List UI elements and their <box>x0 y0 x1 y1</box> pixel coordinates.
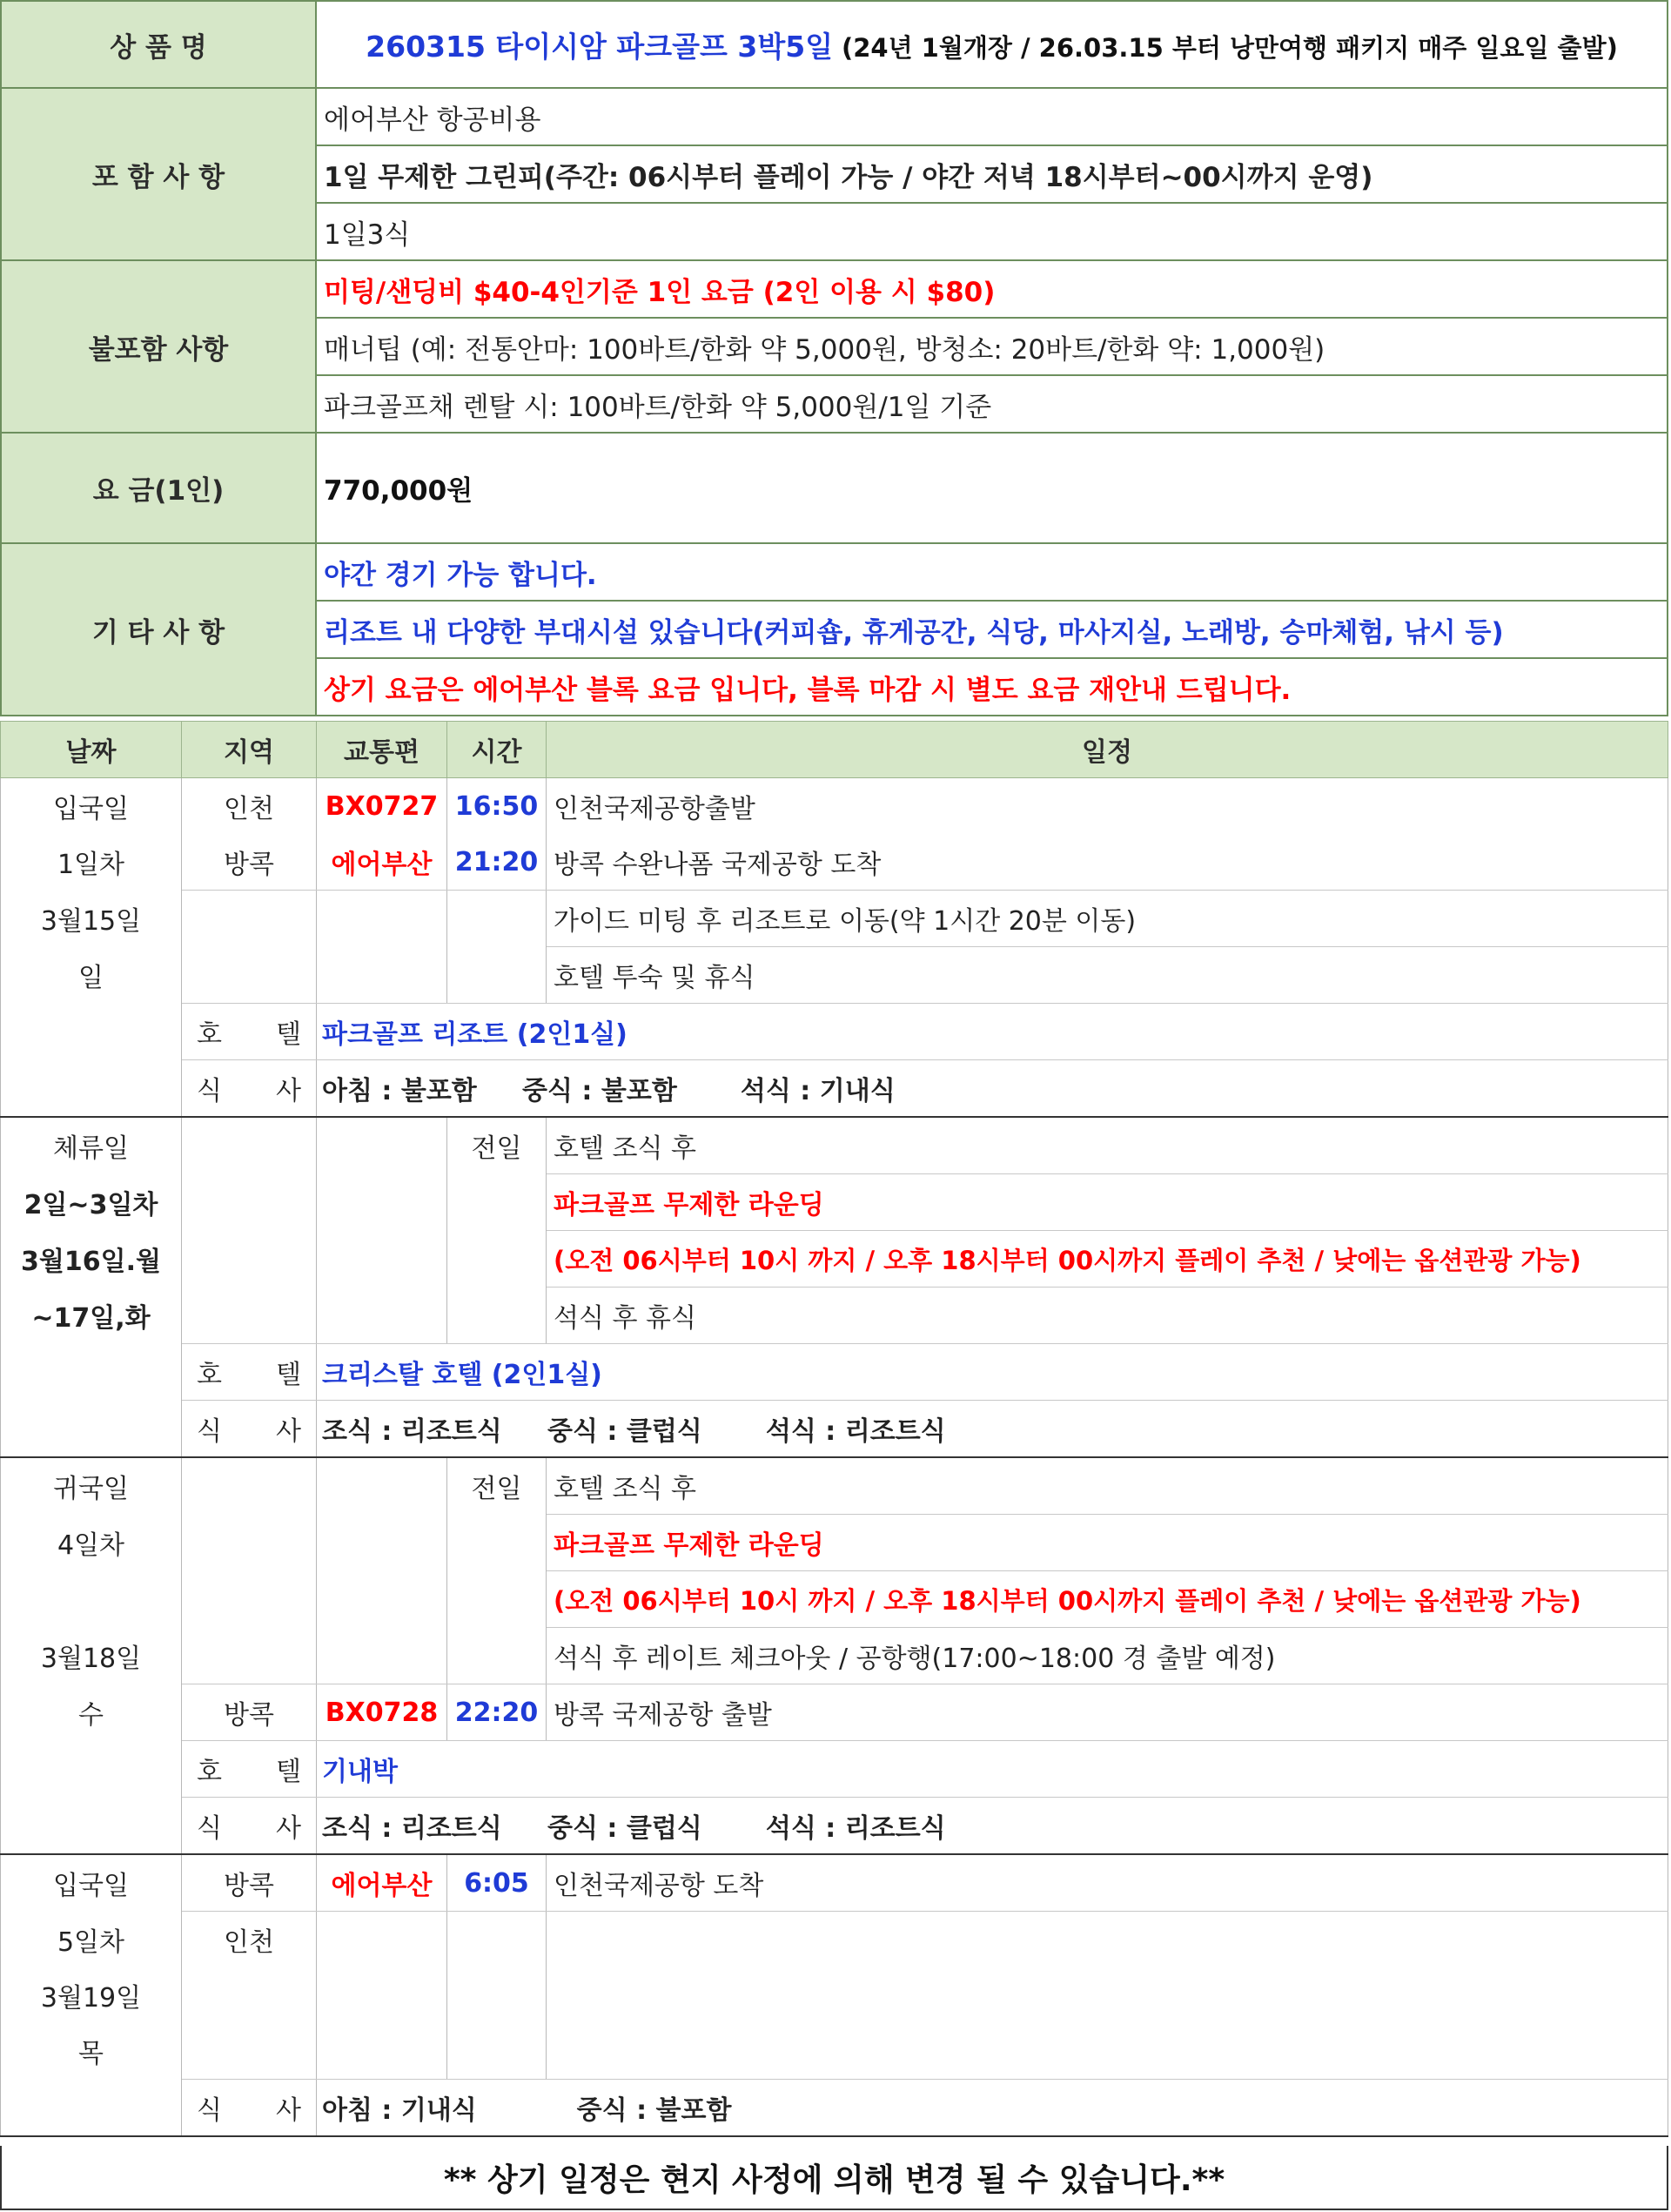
included-label: 포 함 사 항 <box>1 88 316 260</box>
meal-value: 아침 : 기내식 중식 : 불포함 <box>317 2080 1668 2137</box>
included-item: 1일 무제한 그린피(주간: 06시부터 플레이 가능 / 야간 저녁 18시부터~00시까지 운영) <box>316 145 1668 203</box>
meal-label: 식 사 <box>182 1798 317 1855</box>
region-cell <box>182 1231 317 1288</box>
time-cell <box>447 2023 547 2080</box>
hotel-label: 호 텔 <box>182 1741 317 1798</box>
region-cell <box>182 1457 317 1515</box>
header-plan: 일정 <box>547 722 1668 778</box>
date-cell <box>1 1344 182 1401</box>
meal-value: 조식 : 리조트식 중식 : 클럽식 석식 : 리조트식 <box>317 1401 1668 1458</box>
date-cell <box>1 1004 182 1060</box>
plan-cell: 방콕 수완나폼 국제공항 도착 <box>547 834 1668 891</box>
transport-cell <box>317 1515 447 1571</box>
transport-cell <box>317 1912 447 1968</box>
transport-cell <box>317 1231 447 1288</box>
plan-cell: 가이드 미팅 후 리조트로 이동(약 1시간 20분 이동) <box>547 891 1668 947</box>
meal-label: 식 사 <box>182 1401 317 1458</box>
region-cell <box>182 1515 317 1571</box>
time-cell <box>447 1515 547 1571</box>
plan-cell: 석식 후 레이트 체크아웃 / 공항행(17:00~18:00 경 출발 예정) <box>547 1628 1668 1684</box>
header-time: 시간 <box>447 722 547 778</box>
region-cell <box>182 947 317 1004</box>
region-cell <box>182 1967 317 2023</box>
transport-cell <box>317 1174 447 1231</box>
transport-cell <box>317 1571 447 1628</box>
plan-cell: (오전 06시부터 10시 까지 / 오후 18시부터 00시까지 플레이 추천 / 낮에는 옵션관광 가능) <box>547 1231 1668 1288</box>
transport-cell: BX0727 <box>317 778 447 835</box>
transport-cell: 에어부산 <box>317 1854 447 1912</box>
transport-cell <box>317 1628 447 1684</box>
transport-cell <box>317 1967 447 2023</box>
meal-label: 식 사 <box>182 1060 317 1118</box>
other-item: 야간 경기 가능 합니다. <box>316 543 1668 601</box>
region-cell <box>182 1628 317 1684</box>
date-cell: 3월16일.월 <box>1 1231 182 1288</box>
footer-notice: ** 상기 일정은 현지 사정에 의해 변경 될 수 있습니다.** <box>0 2146 1668 2210</box>
plan-cell: 파크골프 무제한 라운딩 <box>547 1515 1668 1571</box>
excluded-item: 매너팁 (예: 전통안마: 100바트/한화 약 5,000원, 방청소: 20바트/한화 약: 1,000원) <box>316 318 1668 375</box>
included-item: 에어부산 항공비용 <box>316 88 1668 145</box>
plan-cell <box>547 2023 1668 2080</box>
transport-cell: 에어부산 <box>317 834 447 891</box>
region-cell: 인천 <box>182 778 317 835</box>
transport-cell <box>317 947 447 1004</box>
region-cell: 방콕 <box>182 834 317 891</box>
hotel-value: 파크골프 리조트 (2인1실) <box>317 1004 1668 1060</box>
excluded-item: 파크골프채 렌탈 시: 100바트/한화 약 5,000원/1일 기준 <box>316 375 1668 433</box>
hotel-value: 기내박 <box>317 1741 1668 1798</box>
product-title-cell <box>316 1 1668 88</box>
date-cell: 입국일 <box>1 1854 182 1912</box>
header-date: 날짜 <box>1 722 182 778</box>
region-cell <box>182 891 317 947</box>
time-cell <box>447 1628 547 1684</box>
date-cell: 2일~3일차 <box>1 1174 182 1231</box>
plan-cell <box>547 1912 1668 1968</box>
transport-cell: BX0728 <box>317 1684 447 1741</box>
region-cell <box>182 1571 317 1628</box>
included-item: 1일3식 <box>316 203 1668 260</box>
product-subtitle: (24년 1월개장 / 26.03.15 부터 낭만여행 패키지 매주 일요일 출발) <box>841 32 1618 63</box>
date-cell <box>1 1060 182 1118</box>
meal-value: 아침 : 불포함 중식 : 불포함 석식 : 기내식 <box>317 1060 1668 1118</box>
region-cell <box>182 2023 317 2080</box>
meal-value: 조식 : 리조트식 중식 : 클럽식 석식 : 리조트식 <box>317 1798 1668 1855</box>
other-label: 기 타 사 항 <box>1 543 316 716</box>
product-title: 260315 타이시암 파크골프 3박5일 <box>366 29 834 64</box>
date-cell: 3월15일 <box>1 891 182 947</box>
transport-cell <box>317 891 447 947</box>
transport-cell <box>317 2023 447 2080</box>
date-cell <box>1 2080 182 2137</box>
time-cell: 전일 <box>447 1457 547 1515</box>
time-cell <box>447 1571 547 1628</box>
date-cell <box>1 1401 182 1458</box>
plan-cell: 호텔 투숙 및 휴식 <box>547 947 1668 1004</box>
plan-cell: 호텔 조식 후 <box>547 1457 1668 1515</box>
date-cell: 체류일 <box>1 1117 182 1174</box>
other-item: 리조트 내 다양한 부대시설 있습니다(커피숍, 휴게공간, 식당, 마사지실, 노래방, 승마체험, 낚시 등) <box>316 601 1668 658</box>
time-cell <box>447 1231 547 1288</box>
product-label: 상 품 명 <box>1 1 316 88</box>
region-cell <box>182 1117 317 1174</box>
region-cell <box>182 1288 317 1344</box>
time-cell: 21:20 <box>447 834 547 891</box>
date-cell: 5일차 <box>1 1912 182 1968</box>
header-transport: 교통편 <box>317 722 447 778</box>
transport-cell <box>317 1288 447 1344</box>
hotel-value: 크리스탈 호텔 (2인1실) <box>317 1344 1668 1401</box>
plan-cell: 인천국제공항출발 <box>547 778 1668 835</box>
date-cell: 목 <box>1 2023 182 2080</box>
date-cell: 3월18일 <box>1 1628 182 1684</box>
plan-cell: 석식 후 휴식 <box>547 1288 1668 1344</box>
date-cell: 입국일 <box>1 778 182 835</box>
date-cell <box>1 1798 182 1855</box>
date-cell: 1일차 <box>1 834 182 891</box>
transport-cell <box>317 1457 447 1515</box>
time-cell: 전일 <box>447 1117 547 1174</box>
time-cell: 22:20 <box>447 1684 547 1741</box>
date-cell: 3월19일 <box>1 1967 182 2023</box>
plan-cell: 파크골프 무제한 라운딩 <box>547 1174 1668 1231</box>
excluded-label: 불포함 사항 <box>1 260 316 433</box>
time-cell <box>447 1174 547 1231</box>
time-cell: 16:50 <box>447 778 547 835</box>
hotel-label: 호 텔 <box>182 1004 317 1060</box>
plan-cell: 인천국제공항 도착 <box>547 1854 1668 1912</box>
time-cell <box>447 1288 547 1344</box>
product-info-table <box>0 0 1668 716</box>
date-cell: 4일차 <box>1 1515 182 1571</box>
time-cell <box>447 947 547 1004</box>
plan-cell: (오전 06시부터 10시 까지 / 오후 18시부터 00시까지 플레이 추천 / 낮에는 옵션관광 가능) <box>547 1571 1668 1628</box>
plan-cell: 방콕 국제공항 출발 <box>547 1684 1668 1741</box>
other-item: 상기 요금은 에어부산 블록 요금 입니다, 블록 마감 시 별도 요금 재안내 드립니다. <box>316 658 1668 716</box>
meal-label: 식 사 <box>182 2080 317 2137</box>
date-cell: 귀국일 <box>1 1457 182 1515</box>
transport-cell <box>317 1117 447 1174</box>
time-cell <box>447 1967 547 2023</box>
plan-cell: 호텔 조식 후 <box>547 1117 1668 1174</box>
time-cell: 6:05 <box>447 1854 547 1912</box>
time-cell <box>447 891 547 947</box>
schedule-table <box>0 721 1668 2137</box>
hotel-label: 호 텔 <box>182 1344 317 1401</box>
excluded-item: 미팅/샌딩비 $40-4인기준 1인 요금 (2인 이용 시 $80) <box>316 260 1668 318</box>
price-value: 770,000원 <box>316 433 1668 543</box>
plan-cell <box>547 1967 1668 2023</box>
date-cell <box>1 1741 182 1798</box>
region-cell <box>182 1174 317 1231</box>
time-cell <box>447 1912 547 1968</box>
region-cell: 인천 <box>182 1912 317 1968</box>
date-cell: 수 <box>1 1684 182 1741</box>
date-cell <box>1 1571 182 1628</box>
date-cell: 일 <box>1 947 182 1004</box>
region-cell: 방콕 <box>182 1854 317 1912</box>
date-cell: ~17일,화 <box>1 1288 182 1344</box>
region-cell: 방콕 <box>182 1684 317 1741</box>
header-region: 지역 <box>182 722 317 778</box>
price-label: 요 금(1인) <box>1 433 316 543</box>
